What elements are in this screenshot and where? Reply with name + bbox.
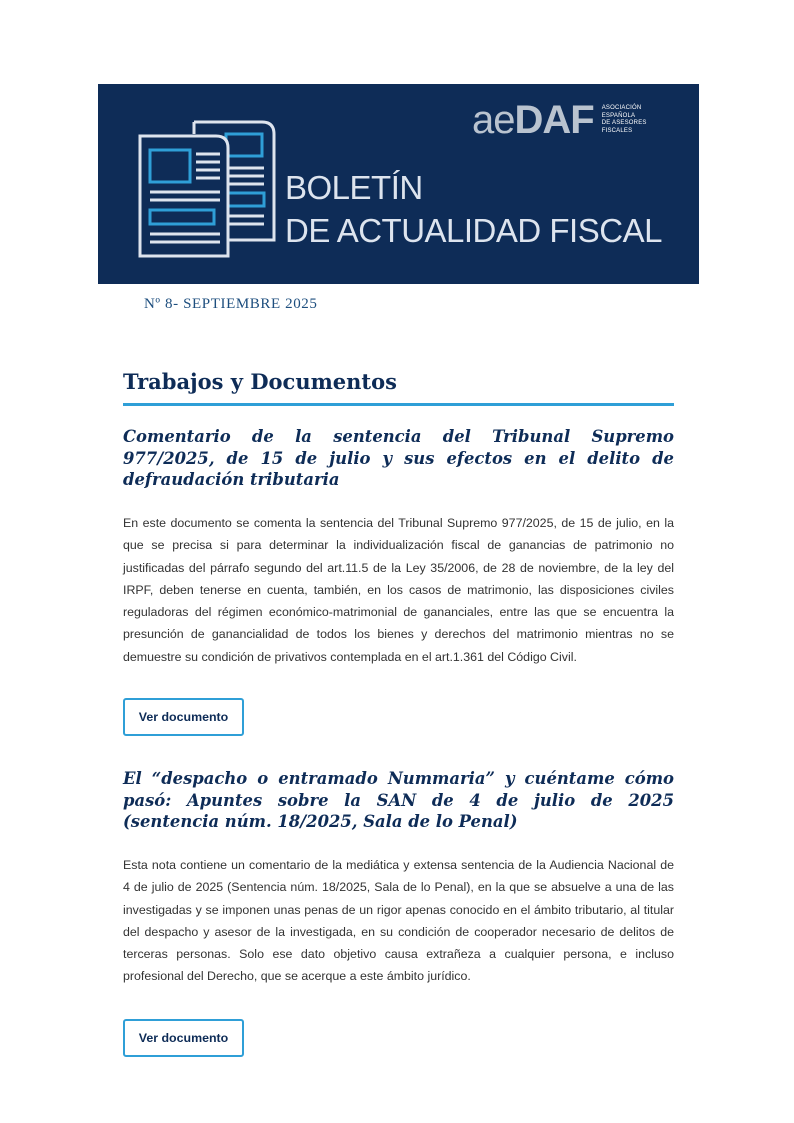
view-document-button[interactable]: Ver documento <box>123 698 244 736</box>
section-title: Trabajos y Documentos <box>123 369 397 394</box>
bulletin-title-line2: DE ACTUALIDAD FISCAL <box>285 212 662 249</box>
view-document-button[interactable]: Ver documento <box>123 1019 244 1057</box>
article-body: Esta nota contiene un comentario de la mediática y extensa sentencia de la Audiencia Nacional de 4 de julio de 2025 (Sentencia núm. 18/2025, Sala de lo Penal), en la que se absuelve a una de las investigadas y se imponen unas penas de un rigor apenas conocido en el ámbito tributario, al titular del despacho y asesor de la investigada, en su condición de cooperador necesario de delitos de terceras personas. Solo ese dato objetivo causa extrañeza a cualquier persona, e incluso profesional del Derecho, que se acerque a este ámbito jurídico. <box>123 858 674 984</box>
logo-mark: aeDAF <box>472 98 594 142</box>
bulletin-title-line1: BOLETÍN <box>285 169 423 206</box>
section-divider <box>123 403 674 406</box>
article-title: Comentario de la sentencia del Tribunal Supremo 977/2025, de 15 de julio y sus efectos en el delito de defraudación tributaria <box>123 427 674 489</box>
logo-tagline: ASOCIACIÓN ESPAÑOLA DE ASESORES FISCALES <box>601 105 647 134</box>
article-title: El “despacho o entramado Nummaria” y cuéntame cómo pasó: Apuntes sobre la SAN de 4 de julio de 2025 (sentencia núm. 18/2025, Sala de lo Penal) <box>123 769 674 831</box>
article-body: En este documento se comenta la sentencia del Tribunal Supremo 977/2025, de 15 de julio, en la que se precisa si para determinar la individualización fiscal de ganancias de patrimonio no justificadas del párrafo segundo del art.11.5 de la Ley 35/2006, de 28 de noviembre, de la ley del IRPF, deben tenerse en cuenta, también, en los casos de matrimonio, las disposiciones civiles reguladoras del régimen económico-matrimonial de gananciales, entre las que se encuentra la presunción de ganancialidad de todos los bienes y derechos del matrimonio mientras no se demuestre su condición de privativos contemplada en el art.1.361 del Código Civil. <box>123 516 674 664</box>
aedaf-logo <box>472 100 647 140</box>
issue-number: Nº 8- SEPTIEMBRE 2025 <box>144 296 318 312</box>
documents-icon <box>136 120 278 260</box>
header-banner <box>98 84 699 284</box>
